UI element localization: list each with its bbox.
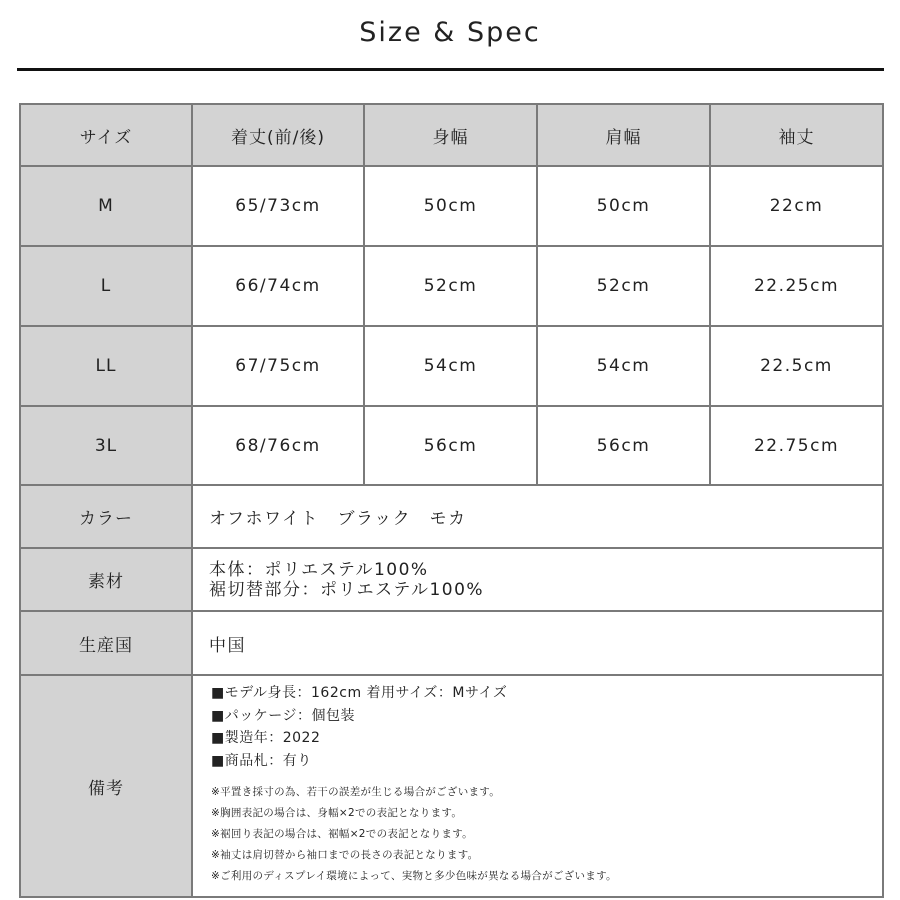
title-divider bbox=[17, 68, 884, 71]
size-row bbox=[20, 246, 883, 326]
remarks-bullet: ■モデル身長：162cm 着用サイズ：Mサイズ bbox=[211, 685, 508, 701]
width-value: 54cm bbox=[364, 326, 537, 406]
material-line: 本体：ポリエステル100% bbox=[209, 559, 429, 580]
origin-value: 中国 bbox=[192, 611, 883, 675]
remarks-note: ※ご利用のディスプレイ環境によって、実物と多少色味が異なる場合がございます。 bbox=[211, 870, 617, 882]
header-length: 着丈(前/後) bbox=[192, 104, 364, 166]
remarks-label: 備考 bbox=[20, 675, 192, 897]
size-row bbox=[20, 406, 883, 485]
header-size: サイズ bbox=[20, 104, 192, 166]
remarks-note: ※裾回り表記の場合は、裾幅×2での表記となります。 bbox=[211, 828, 473, 840]
material-line: 裾切替部分：ポリエステル100% bbox=[209, 579, 485, 600]
length-value: 65/73cm bbox=[192, 166, 364, 246]
width-value: 56cm bbox=[364, 406, 537, 485]
size-label: M bbox=[20, 166, 192, 246]
color-row bbox=[20, 485, 883, 548]
header-width: 身幅 bbox=[364, 104, 537, 166]
material-row bbox=[20, 548, 883, 611]
header-row bbox=[20, 104, 883, 166]
remarks-note: ※胸囲表記の場合は、身幅×2での表記となります。 bbox=[211, 807, 463, 819]
shoulder-value: 56cm bbox=[537, 406, 710, 485]
sleeve-value: 22.5cm bbox=[710, 326, 883, 406]
page-title: Size & Spec bbox=[359, 17, 541, 48]
length-value: 66/74cm bbox=[192, 246, 364, 326]
color-label: カラー bbox=[20, 485, 192, 548]
remarks-bullet: ■パッケージ：個包装 bbox=[211, 707, 355, 724]
width-value: 50cm bbox=[364, 166, 537, 246]
remarks-note: ※袖丈は肩切替から袖口までの長さの表記となります。 bbox=[211, 849, 479, 861]
shoulder-value: 52cm bbox=[537, 246, 710, 326]
size-label: L bbox=[20, 246, 192, 326]
shoulder-value: 54cm bbox=[537, 326, 710, 406]
remarks-note: ※平置き採寸の為、若干の誤差が生じる場合がございます。 bbox=[211, 786, 501, 798]
material-value bbox=[192, 548, 883, 611]
length-value: 67/75cm bbox=[192, 326, 364, 406]
origin-label: 生産国 bbox=[20, 611, 192, 675]
shoulder-value: 50cm bbox=[537, 166, 710, 246]
size-row bbox=[20, 326, 883, 406]
remarks-notes bbox=[211, 782, 882, 887]
size-label: 3L bbox=[20, 406, 192, 485]
remarks-bullet: ■製造年：2022 bbox=[211, 730, 321, 746]
size-label: LL bbox=[20, 326, 192, 406]
sleeve-value: 22cm bbox=[710, 166, 883, 246]
remarks-content bbox=[192, 675, 883, 897]
spec-table bbox=[19, 103, 884, 898]
remarks-row bbox=[20, 675, 883, 897]
length-value: 68/76cm bbox=[192, 406, 364, 485]
material-label: 素材 bbox=[20, 548, 192, 611]
sleeve-value: 22.75cm bbox=[710, 406, 883, 485]
size-row bbox=[20, 166, 883, 246]
remarks-bullet: ■商品札：有り bbox=[211, 752, 312, 769]
origin-row bbox=[20, 611, 883, 675]
color-value: オフホワイト ブラック モカ bbox=[192, 485, 883, 548]
header-shoulder: 肩幅 bbox=[537, 104, 710, 166]
sleeve-value: 22.25cm bbox=[710, 246, 883, 326]
header-sleeve: 袖丈 bbox=[710, 104, 883, 166]
width-value: 52cm bbox=[364, 246, 537, 326]
